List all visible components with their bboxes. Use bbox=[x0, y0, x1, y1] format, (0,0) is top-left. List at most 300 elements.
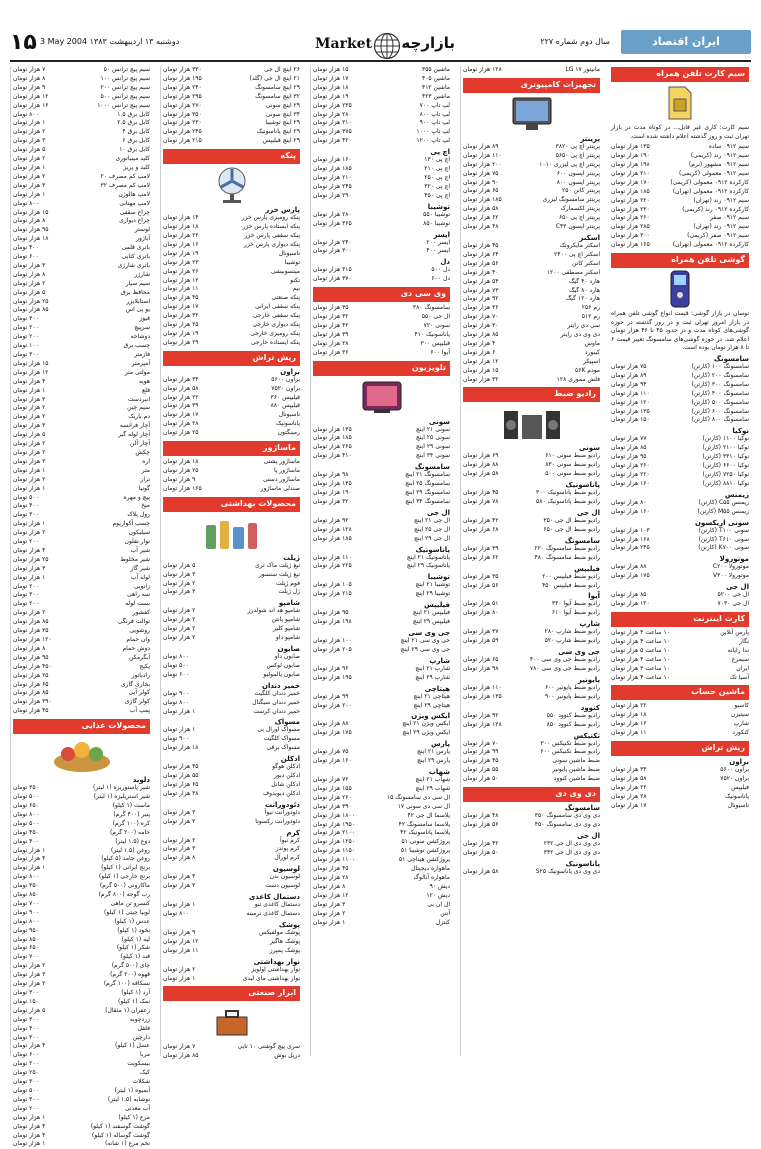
item-price: ۱۰۵ هزار تومان bbox=[313, 581, 352, 589]
item-price: ۷۷ هزار تومان bbox=[611, 435, 647, 443]
brand-subheading: سامسونگ bbox=[713, 355, 749, 364]
price-row bbox=[611, 527, 749, 536]
item-name: کاسیو bbox=[734, 702, 749, 710]
item-name: رادیو ضبط شارپ ۲۸۰ bbox=[544, 628, 600, 636]
price-row bbox=[163, 119, 300, 128]
price-row bbox=[611, 232, 749, 241]
item-name: ۲۹ اینچ فیلیپس bbox=[262, 137, 300, 145]
item-name: رادیو ضبط سونی ۵۰۰ bbox=[545, 470, 600, 478]
price-row bbox=[13, 672, 150, 681]
item-price: ۶۰۰ تومان bbox=[163, 670, 189, 678]
brand-subheading: کرم bbox=[286, 828, 300, 837]
price-row bbox=[463, 170, 600, 179]
item-name: پرینتر اپسون C۴۳ bbox=[555, 223, 600, 231]
price-row bbox=[313, 75, 450, 84]
price-row bbox=[163, 75, 300, 84]
price-row bbox=[163, 128, 300, 137]
item-name: رادیو ضبط سونی ۸۳۰ bbox=[545, 461, 600, 469]
item-name: ال جی ۵۲۰۰ bbox=[717, 591, 749, 599]
item-price: ۵ هزار تومان bbox=[13, 1006, 46, 1014]
item-price: ۵۰ هزار تومان bbox=[463, 775, 499, 783]
item-price: ۱۵ هزار تومان bbox=[13, 359, 49, 367]
item-name: پلاسما سامسونگ ۴۲ bbox=[398, 820, 450, 828]
item-price: ۵۸ هزار تومان bbox=[163, 384, 199, 392]
item-price: ۳۰۰ تومان bbox=[13, 1078, 39, 1086]
price-row bbox=[313, 883, 450, 892]
item-name: بخاری گازی bbox=[120, 680, 150, 688]
price-row bbox=[13, 583, 150, 592]
item-name: نوکیا ۲۱۰۰ (کارتن) bbox=[702, 444, 749, 452]
item-price: ۱۰۳ هزار تومان bbox=[611, 526, 650, 534]
brand-subheading: شامپو bbox=[278, 599, 300, 608]
item-name: سامسونگ ۲۵ اینچ bbox=[405, 480, 450, 488]
item-price: ۱۰ ساعت ۵ هزار تومان bbox=[611, 646, 670, 654]
price-row bbox=[611, 170, 749, 179]
price-row bbox=[313, 266, 450, 275]
price-row bbox=[13, 93, 150, 102]
item-name: پنکه رومیزی خارجی bbox=[250, 329, 300, 337]
price-row bbox=[313, 674, 450, 683]
brand-subheading: موتورولا bbox=[719, 555, 749, 564]
price-row bbox=[13, 1007, 150, 1016]
item-name: ضبط ماشین پایونیر bbox=[552, 766, 600, 774]
item-price: ۱۳۵ هزار تومان bbox=[313, 425, 352, 433]
item-price: ۸۵ هزار تومان bbox=[163, 1052, 199, 1060]
price-row bbox=[313, 590, 450, 599]
item-price: ۱۸ هزار تومان bbox=[163, 744, 199, 752]
brand-subheading: ال جی bbox=[426, 508, 450, 517]
item-price: ۱۱ هزار تومان bbox=[163, 946, 199, 954]
price-section bbox=[313, 361, 450, 928]
item-price: ۲۰۵ هزار تومان bbox=[313, 645, 352, 653]
item-price: ۲۱۰ هزار تومان bbox=[611, 169, 650, 177]
price-row bbox=[13, 864, 150, 873]
price-row bbox=[313, 720, 450, 729]
price-section bbox=[463, 387, 600, 784]
item-price: ۲۵ هزار تومان bbox=[163, 429, 199, 437]
price-row bbox=[463, 205, 600, 214]
section-header: گوشی تلفن همراه bbox=[611, 253, 749, 268]
item-name: رب گوجه (۸۰۰ گرم) bbox=[98, 891, 150, 899]
item-name: شامپو داو bbox=[275, 634, 300, 642]
item-price: ۷ هزار تومان bbox=[13, 66, 46, 73]
item-price: ۲۰۰ هزار تومان bbox=[463, 160, 502, 168]
item-name: ادکلن دیور bbox=[274, 772, 300, 780]
item-name: اسکنر اچ پی ۲۴۰۰ bbox=[554, 250, 600, 258]
item-price: ۷۰ هزار تومان bbox=[463, 313, 499, 321]
item-price: ۲ هزار تومان bbox=[13, 609, 46, 617]
item-name: چسب برق bbox=[123, 342, 150, 350]
item-price: ۳۹ هزار تومان bbox=[163, 402, 199, 410]
item-price: ۴۰۰ تومان bbox=[13, 244, 39, 252]
item-price: ۸۵ هزار تومان bbox=[13, 689, 49, 697]
item-price: ۱۷ هزار تومان bbox=[313, 74, 349, 82]
item-price: ۳ هزار تومان bbox=[163, 882, 196, 890]
price-row bbox=[313, 785, 450, 794]
price-row bbox=[313, 137, 450, 146]
price-row bbox=[463, 223, 600, 232]
price-row bbox=[13, 847, 150, 856]
price-row bbox=[163, 376, 300, 385]
price-row bbox=[313, 489, 450, 498]
item-name: زردچوبه bbox=[129, 1015, 150, 1023]
price-row bbox=[13, 102, 150, 111]
item-price: ۲۸ هزار تومان bbox=[611, 792, 647, 800]
item-price: ۳۹ هزار تومان bbox=[313, 330, 349, 338]
item-price: ۲۹۵ هزار تومان bbox=[163, 92, 202, 100]
item-price: ۶۰۰ تومان bbox=[13, 1051, 39, 1059]
item-name: گوشت گوساله (۱ کیلو) bbox=[91, 1131, 150, 1139]
item-name: میتسوبیشی bbox=[270, 267, 300, 275]
price-row bbox=[13, 128, 150, 137]
price-row bbox=[13, 1016, 150, 1025]
price-section bbox=[463, 66, 600, 75]
item-name: سونی ۳۴ اینچ bbox=[415, 452, 450, 460]
price-row bbox=[611, 793, 749, 802]
item-name: ۲۹ اینچ سامسونگ bbox=[255, 83, 300, 91]
item-price: ۲۵ هزار تومان bbox=[13, 297, 49, 305]
item-price: ۲۰۰ تومان bbox=[13, 582, 39, 590]
item-name: ناسیونال bbox=[278, 411, 300, 419]
item-price: ۲ هزار تومان bbox=[163, 616, 196, 624]
item-name: موتورولا V۳۰۰ bbox=[713, 572, 749, 580]
price-row bbox=[13, 244, 150, 253]
item-name: لپ تاپ ۱۰۰۰ bbox=[416, 128, 450, 136]
price-section bbox=[313, 287, 450, 357]
item-price: ۷۵ هزار تومان bbox=[463, 169, 499, 177]
price-row bbox=[13, 262, 150, 271]
item-name: محافظ برق bbox=[120, 288, 150, 296]
item-name: فیلیپس ۸۸۰ bbox=[270, 402, 300, 410]
item-name: کرم پوندز bbox=[275, 845, 300, 853]
item-name: هارد ۸۰ گیگ bbox=[569, 286, 600, 294]
price-row bbox=[463, 573, 600, 582]
item-price: ۱۲۸ هزار تومان bbox=[463, 66, 502, 73]
price-row bbox=[163, 699, 300, 708]
brand-subheading: نوار بهداشتی bbox=[253, 957, 300, 966]
brand-subheading: پارس خزر bbox=[265, 206, 300, 215]
item-price: ۹۲ هزار تومان bbox=[463, 711, 499, 719]
item-name: فازمتر bbox=[134, 351, 150, 358]
item-name: شهاب ۲۱ اینچ bbox=[415, 776, 450, 784]
item-name: ال جی ۵۵۰ bbox=[421, 313, 450, 321]
price-row bbox=[313, 452, 450, 461]
item-name: چراغ سقفی bbox=[119, 208, 150, 216]
item-price: ۲ هزار تومان bbox=[13, 475, 46, 483]
price-row bbox=[313, 665, 450, 674]
item-price: ۴۰ هزار تومان bbox=[463, 268, 499, 276]
item-price: ۱۱ هزار تومان bbox=[611, 729, 647, 737]
brand-subheading: سونی اریکسون bbox=[694, 518, 749, 527]
price-row bbox=[313, 443, 450, 452]
item-price: ۳۶ هزار تومان bbox=[313, 348, 349, 356]
item-name: سیم پیچ ترانس ۵۰۰ bbox=[100, 92, 150, 100]
item-name: کارکرده ۰۹۱۲ معمولی (تهران) bbox=[672, 241, 749, 249]
price-row bbox=[313, 821, 450, 830]
item-price: ۱۲ هزار تومان bbox=[13, 92, 49, 100]
item-price: ۱۷۰ هزار تومان bbox=[611, 178, 650, 186]
price-row bbox=[463, 489, 600, 498]
section-note: نوسان در بازار گوشی: قیمت انواع گوشی تلفن همراه در بازار امروز تهران ثبت و در روز گذشته در حوزه گوشی‌های کوتاه مدت و در حدود ۴۵ تا ۴۶ هزار تومان اعلام شد. در حوزه گوشی‌های سامسونگ تغییر قیمت ۶ تا ۸ هزار تومان بوده است. bbox=[611, 310, 750, 352]
item-name: دوشاخه bbox=[130, 333, 150, 341]
item-name: شهاب ۲۹ اینچ bbox=[415, 784, 450, 792]
price-row bbox=[163, 429, 300, 438]
item-price: ۱ هزار تومان bbox=[13, 520, 46, 528]
item-name: ادکلن شانل bbox=[271, 780, 300, 788]
price-row bbox=[313, 119, 450, 128]
price-row bbox=[13, 449, 150, 458]
item-name: برنج خارجی (۱ کیلو) bbox=[98, 873, 150, 881]
price-row bbox=[463, 517, 600, 526]
section-title bbox=[315, 32, 455, 60]
item-price: ۴۵ هزار تومان bbox=[463, 241, 499, 249]
item-price: ۹۵۰ تومان bbox=[13, 926, 39, 934]
price-section bbox=[463, 787, 600, 877]
item-name: دیش ۹۰ bbox=[429, 882, 450, 890]
item-price: ۱ هزار تومان bbox=[13, 846, 46, 854]
price-row bbox=[163, 241, 300, 250]
item-price: ۲۶۰ هزار تومان bbox=[611, 214, 650, 222]
item-price: ۱ هزار تومان bbox=[13, 386, 46, 394]
item-price: ۲۳۰ هزار تومان bbox=[611, 205, 650, 213]
item-price: ۹۲ هزار تومان bbox=[313, 516, 349, 524]
price-row bbox=[163, 781, 300, 790]
price-row bbox=[463, 748, 600, 757]
item-price: ۱ هزار تومان bbox=[163, 974, 196, 982]
item-price: ۲۱۵ هزار تومان bbox=[313, 590, 352, 598]
item-name: کابل برق ۱.۵ bbox=[117, 110, 150, 118]
item-name: سامسونگ ۲۰۰ (کارتن) bbox=[691, 371, 749, 379]
price-row bbox=[13, 663, 150, 672]
item-name: پروژکشن توشیبا ۵۱ bbox=[400, 847, 450, 855]
price-section bbox=[163, 986, 300, 1061]
price-row bbox=[463, 637, 600, 646]
price-row bbox=[313, 609, 450, 618]
item-price: ۹۹ هزار تومان bbox=[313, 692, 349, 700]
price-row bbox=[163, 662, 300, 671]
brand-subheading: ال جی bbox=[725, 583, 749, 592]
item-price: ۲۶۵ هزار تومان bbox=[313, 443, 352, 451]
item-name: جی وی سی ۲۱ اینچ bbox=[400, 636, 450, 644]
price-row bbox=[13, 936, 150, 945]
item-price: ۳ هزار تومان bbox=[163, 845, 196, 853]
price-row bbox=[13, 520, 150, 529]
item-price: ۳ هزار تومان bbox=[313, 900, 346, 908]
item-price: ۳۱۵ هزار تومان bbox=[313, 266, 352, 274]
item-price: ۶۵ هزار تومان bbox=[163, 780, 199, 788]
price-row bbox=[313, 247, 450, 256]
price-row bbox=[163, 303, 300, 312]
item-price: ۱ هزار تومان bbox=[163, 726, 196, 734]
price-row bbox=[13, 698, 150, 707]
item-name: دارچین bbox=[132, 1033, 150, 1041]
item-name: لوله آب bbox=[130, 573, 150, 581]
item-price: ۲۶۰ هزار تومان bbox=[611, 462, 650, 470]
price-row bbox=[611, 471, 749, 480]
item-price: ۱ هزار تومان bbox=[13, 163, 46, 171]
item-name: لپ تاپ ۸۰۰ bbox=[419, 110, 450, 118]
item-name: برنج ایرانی (۱ کیلو) bbox=[101, 864, 150, 872]
item-name: رادیو ضبط جی وی سی ۷۸۰ bbox=[529, 664, 600, 672]
date-line: 3 May 2004 دوشنبه ۱۳ اردیبهشت ۱۳۸۳ bbox=[40, 37, 180, 46]
price-row bbox=[13, 556, 150, 565]
item-name: تراز bbox=[140, 475, 150, 483]
item-name: رادیو ضبط شارپ ۵۲۰ bbox=[544, 637, 600, 645]
item-price: ۹۰۰ تومان bbox=[163, 689, 189, 697]
item-name: دی وی دی سامسونگ ۴۵۰ bbox=[534, 820, 600, 828]
item-price: ۱۳۵ هزار تومان bbox=[611, 143, 650, 151]
item-price: ۱۲ هزار تومان bbox=[313, 891, 349, 899]
item-price: ۱۸۵ هزار تومان bbox=[313, 534, 352, 542]
item-name: رمینگتون bbox=[277, 429, 300, 437]
price-row bbox=[13, 298, 150, 307]
section-header: ابزار صنعتی bbox=[163, 986, 300, 1001]
item-price: ۱۹۵۰ هزار تومان bbox=[313, 820, 355, 828]
item-name: شکر (۱ کیلو) bbox=[116, 944, 150, 952]
price-section bbox=[163, 497, 300, 984]
price-row bbox=[163, 588, 300, 597]
item-name: پلاسما ال جی ۴۲ bbox=[407, 811, 450, 819]
price-row bbox=[313, 776, 450, 785]
brand-subheading: شهاب bbox=[428, 768, 450, 777]
column-1 bbox=[609, 66, 751, 1056]
price-row bbox=[611, 206, 749, 215]
price-row bbox=[13, 1105, 150, 1114]
item-price: ۵۸ هزار تومان bbox=[463, 470, 499, 478]
item-price: ۴۵۰ تومان bbox=[13, 828, 39, 836]
item-price: ۹۶ هزار تومان bbox=[313, 664, 349, 672]
price-row bbox=[463, 600, 600, 609]
price-row bbox=[13, 387, 150, 396]
price-row bbox=[13, 235, 150, 244]
item-price: ۱۶۵ هزار تومان bbox=[163, 484, 202, 492]
price-row bbox=[611, 372, 749, 381]
item-name: دوش حمام bbox=[122, 644, 150, 652]
price-row bbox=[13, 280, 150, 289]
price-row bbox=[163, 476, 300, 485]
section-header: ریش تراش bbox=[611, 741, 749, 756]
price-row bbox=[13, 609, 150, 618]
item-name: اچ پی ۲۱۰ bbox=[424, 165, 450, 173]
item-name: براون ۷۵۲۰ bbox=[720, 774, 749, 782]
item-price: ۲۳۰ هزار تومان bbox=[163, 119, 202, 127]
price-row bbox=[163, 772, 300, 781]
item-name: رم ۵۱۲ bbox=[581, 313, 600, 321]
price-row bbox=[313, 102, 450, 111]
item-price: ۹۹ هزار تومان bbox=[463, 748, 499, 756]
item-name: رادیو ضبط پاناسونیک ۳۰۰ bbox=[536, 489, 600, 497]
item-name: اچ پی ۳۲۰ bbox=[424, 182, 450, 190]
item-price: ۸۵ هزار تومان bbox=[611, 591, 647, 599]
price-row bbox=[13, 209, 150, 218]
item-price: ۶۴ هزار تومان bbox=[463, 250, 499, 258]
item-name: پنکه سقفی ایرانی bbox=[255, 303, 300, 311]
price-row bbox=[313, 165, 450, 174]
item-name: ادکلن هوگو bbox=[272, 763, 300, 771]
price-row bbox=[611, 711, 749, 720]
item-price: ۴۸ هزار تومان bbox=[463, 223, 499, 231]
item-name: سرپیچ bbox=[134, 324, 150, 332]
item-name: سامسونگ ۲۱ اینچ bbox=[405, 471, 450, 479]
price-row bbox=[463, 812, 600, 821]
item-price: ۸ هزار تومان bbox=[163, 854, 196, 862]
item-name: لوسیون دست bbox=[265, 882, 300, 890]
price-row bbox=[13, 820, 150, 829]
item-name: شکلات bbox=[132, 1078, 150, 1086]
item-price: ۸۸ هزار تومان bbox=[313, 720, 349, 728]
item-name: رادیو ضبط جی وی سی ۴۰۰ bbox=[529, 656, 600, 664]
item-price: ۱۰ ساعت ۳ هزار تومان bbox=[611, 664, 670, 672]
item-name: ماهواره آنالوگ bbox=[413, 874, 450, 881]
item-price: ۱۹۵ هزار تومان bbox=[313, 673, 352, 681]
price-row bbox=[611, 381, 749, 390]
item-name: سیم ۰۹۱۲ ساده bbox=[708, 143, 749, 151]
brand-subheading: پوشک bbox=[278, 920, 300, 929]
price-row bbox=[163, 277, 300, 286]
price-row bbox=[611, 702, 749, 711]
item-name: خمیر دندان کلگیت bbox=[254, 689, 300, 697]
price-row bbox=[13, 217, 150, 226]
section-header: پنکه bbox=[163, 149, 300, 164]
price-row bbox=[463, 196, 600, 205]
item-price: ۴۵ هزار تومان bbox=[163, 294, 199, 302]
item-price: ۶۰۰ تومان bbox=[13, 253, 39, 261]
item-name: نوکیا ۶۶۰۰ (کارتن) bbox=[702, 462, 749, 470]
item-price: ۴۵۰ هزار تومان bbox=[13, 662, 52, 670]
item-name: ندا رایانه bbox=[727, 646, 749, 654]
item-name: اسکنر مایکروتک bbox=[559, 241, 600, 249]
item-name: مانیتور LG ۱۷ bbox=[565, 66, 600, 73]
price-row bbox=[13, 396, 150, 405]
item-price: ۸ هزار تومان bbox=[13, 217, 46, 225]
item-name: دی وی دی سامسونگ ۳۵۰ bbox=[534, 812, 600, 820]
item-name: قهوه (۲۰۰ گرم) bbox=[110, 971, 150, 979]
price-row bbox=[13, 146, 150, 155]
item-price: ۲ هزار تومان bbox=[163, 634, 196, 642]
brand-subheading: ژیلت bbox=[283, 553, 300, 562]
price-section bbox=[611, 685, 749, 738]
price-row bbox=[13, 927, 150, 936]
item-name: پرینتر اپسون ۸۰۰ bbox=[556, 178, 600, 186]
price-row bbox=[163, 571, 300, 580]
item-name: دی وی دی پاناسونیک S۲۵ bbox=[535, 867, 600, 875]
item-price: ۱۱۰ هزار تومان bbox=[463, 683, 502, 691]
price-row bbox=[463, 452, 600, 461]
price-row bbox=[463, 766, 600, 775]
item-price: ۲۸ هزار تومان bbox=[313, 339, 349, 347]
item-name: سونی ۲۵ اینچ bbox=[415, 434, 450, 442]
item-name: پاناسونیک bbox=[725, 792, 749, 800]
price-row bbox=[163, 580, 300, 589]
item-name: ضبط ماشین کنوود bbox=[553, 775, 600, 783]
item-price: ۵۸ هزار تومان bbox=[463, 867, 499, 875]
item-price: ۲۵۰ تومان bbox=[13, 1069, 39, 1077]
item-name: ماشین ۴۱۲ bbox=[421, 83, 450, 91]
item-name: سونی K۷۰۰ (کارتن) bbox=[698, 544, 749, 552]
item-price: ۳ هزار تومان bbox=[13, 457, 46, 465]
price-row bbox=[611, 444, 749, 453]
item-price: ۸۵۰ تومان bbox=[13, 891, 39, 899]
price-row bbox=[13, 315, 150, 324]
item-price: ۵۰۰ تومان bbox=[13, 1086, 39, 1094]
price-row bbox=[163, 901, 300, 910]
item-name: کارکرده ۰۹۱۲ رند (کریمی) bbox=[682, 205, 749, 213]
item-name: سیم پیچ ترانس ۱۰۰۰ bbox=[97, 101, 150, 109]
price-row bbox=[13, 342, 150, 351]
item-price: ۳۲ هزار تومان bbox=[313, 313, 349, 321]
item-name: پارس ۲۱ اینچ bbox=[416, 748, 450, 756]
item-name: ضبط ماشین سونی bbox=[552, 757, 600, 765]
